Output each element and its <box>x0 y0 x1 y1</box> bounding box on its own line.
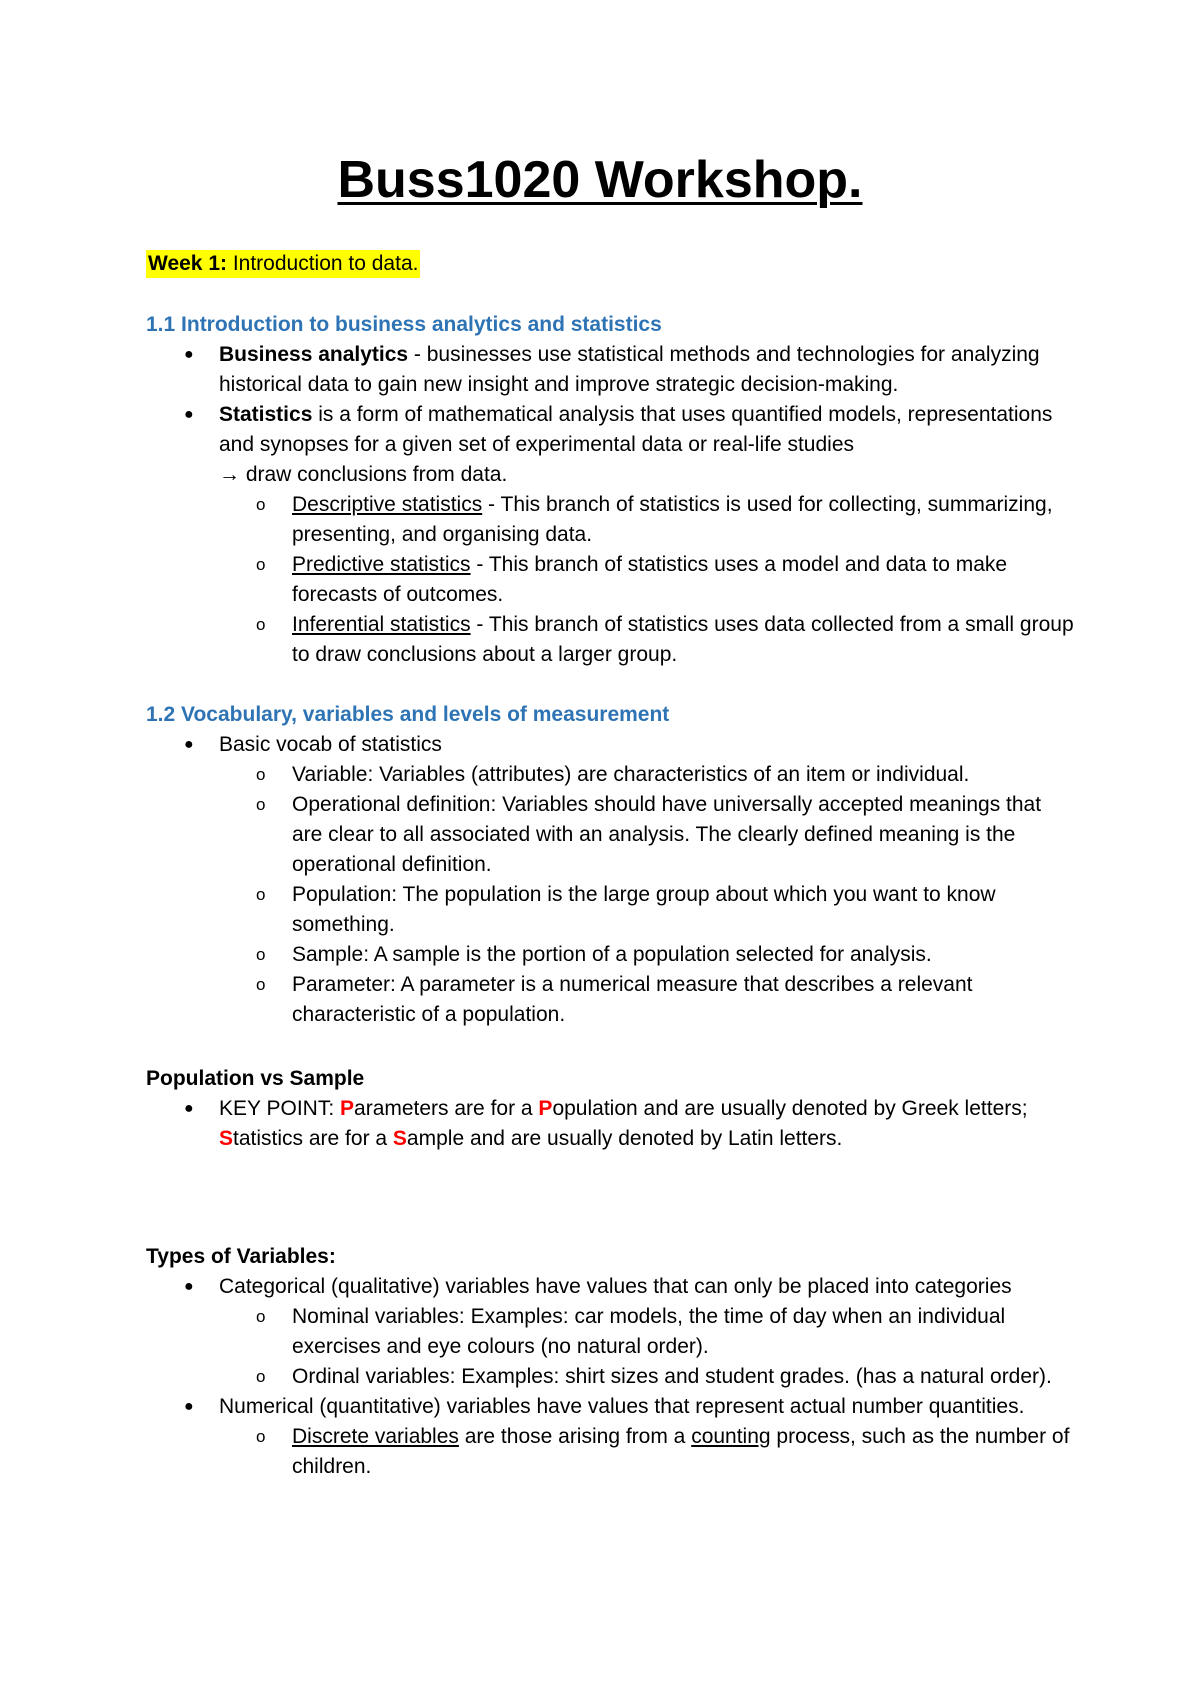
section-heading: 1.2 Vocabulary, variables and levels of measurement <box>146 703 670 726</box>
list-item: o Parameter: A parameter is a numerical measure that describes a relevant characteristic of a population. <box>256 973 973 1026</box>
list-item: o Operational definition: Variables should have universally accepted meanings that are clear to all associated with an analysis. The clearly defined meaning is the operational definition. <box>256 793 1042 876</box>
section-heading: 1.1 Introduction to business analytics and statistics <box>146 313 662 336</box>
page-title: Buss1020 Workshop. <box>337 151 863 209</box>
list-item: ● KEY POINT: Parameters are for a Population and are usually denoted by Greek letters; Statistics are for a Sample and are usually denoted by Latin letters. <box>184 1097 1028 1150</box>
arrow-icon: → <box>219 463 240 486</box>
bullet-list <box>146 730 1076 1030</box>
list-item: o Predictive statistics - This branch of statistics uses a model and data to make forecasts of outcomes. <box>256 553 1008 606</box>
section-heading: Population vs Sample <box>146 1067 365 1090</box>
list-item: ● Numerical (quantitative) variables have values that represent actual number quantities. <box>184 1395 1025 1418</box>
list-item: ● Basic vocab of statistics <box>184 733 442 756</box>
list-item: o Discrete variables are those arising from a counting process, such as the number of children. <box>256 1425 1070 1478</box>
section-heading: Types of Variables: <box>146 1245 336 1268</box>
list-item: o Variable: Variables (attributes) are characteristics of an item or individual. <box>256 763 970 786</box>
list-item: o Sample: A sample is the portion of a population selected for analysis. <box>256 943 932 966</box>
bullet-list <box>146 1094 1076 1154</box>
section-population-vs-sample <box>146 1064 1076 1154</box>
week-heading: Week 1: Introduction to data. <box>146 250 420 278</box>
section-types-of-variables <box>146 1242 1076 1482</box>
list-item: ● Categorical (qualitative) variables have values that can only be placed into categories <box>184 1275 1012 1298</box>
list-item: o Ordinal variables: Examples: shirt sizes and student grades. (has a natural order). <box>256 1365 1052 1388</box>
list-item: ● Statistics is a form of mathematical analysis that uses quantified models, representations and synopses for a given set of experimental data or real-life studies → draw conclusions from data. <box>184 403 1053 486</box>
bullet-list <box>146 340 1076 670</box>
bullet-list <box>146 1272 1076 1482</box>
list-item: o Inferential statistics - This branch of statistics uses data collected from a small group to draw conclusions about a larger group. <box>256 613 1074 666</box>
section-1-1 <box>146 310 1076 670</box>
list-item: o Descriptive statistics - This branch of statistics is used for collecting, summarizing, presenting, and organising data. <box>256 493 1053 546</box>
section-1-2 <box>146 700 1076 1030</box>
list-item: ● Business analytics - businesses use statistical methods and technologies for analyzing historical data to gain new insight and improve strategic decision-making. <box>184 343 1040 396</box>
list-item: o Nominal variables: Examples: car models, the time of day when an individual exercises and eye colours (no natural order). <box>256 1305 1006 1358</box>
list-item: o Population: The population is the large group about which you want to know something. <box>256 883 996 936</box>
